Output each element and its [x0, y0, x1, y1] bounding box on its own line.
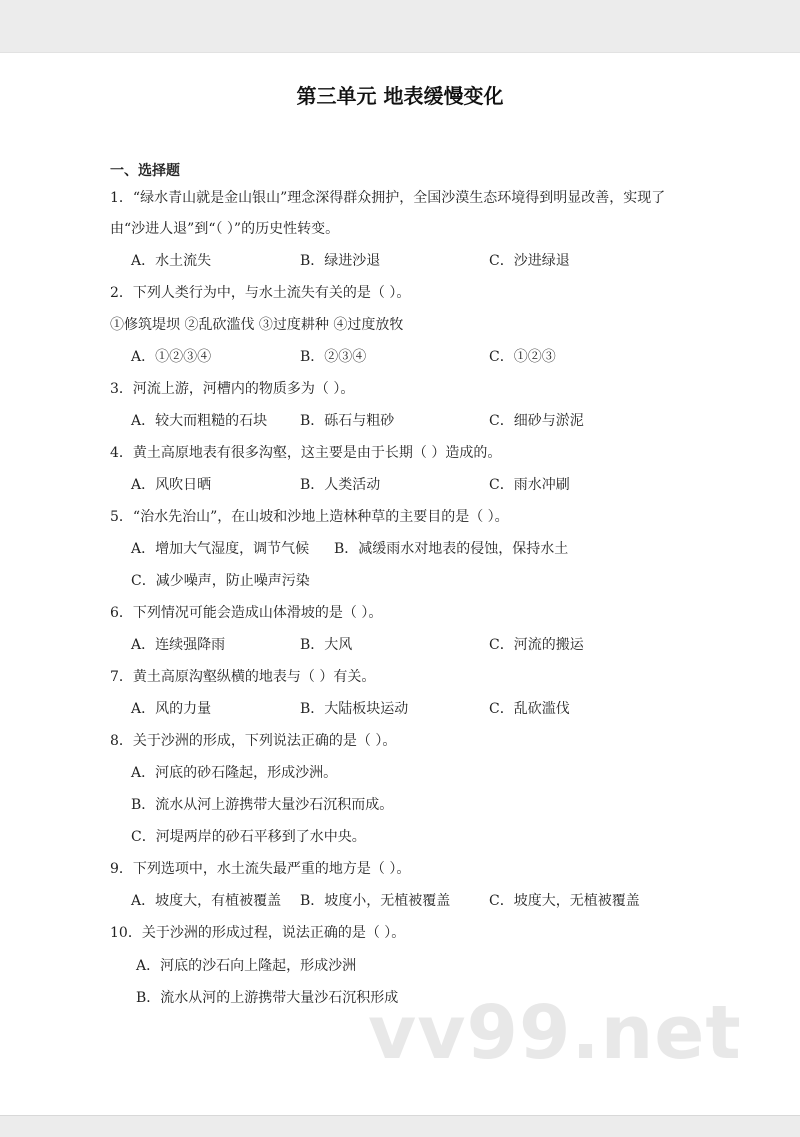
question-6-option-a: A．连续强降雨 [131, 637, 226, 653]
question-4-stem: 4．黄土高原地表有很多沟壑，这主要是由于长期（ ）造成的。 [110, 445, 502, 461]
question-5-option-c: C．减少噪声，防止噪声污染 [131, 573, 310, 589]
question-7-stem: 7．黄土高原沟壑纵横的地表与（ ）有关。 [110, 669, 376, 685]
question-1-stem-line2: 由“沙进人退”到“（ ）”的历史性转变。 [110, 221, 340, 237]
question-1-stem-line1: 1．“绿水青山就是金山银山”理念深得群众拥护，全国沙漠生态环境得到明显改善，实现了 [110, 190, 666, 206]
question-2-option-c: C．①②③ [489, 349, 556, 365]
question-8-stem: 8．关于沙洲的形成，下列说法正确的是（ ）。 [110, 733, 397, 749]
question-3-option-b: B．砾石与粗砂 [300, 413, 395, 429]
question-7-option-a: A．风的力量 [131, 701, 212, 717]
question-2-option-a: A．①②③④ [131, 349, 212, 365]
question-6-stem: 6．下列情况可能会造成山体滑坡的是（ ）。 [110, 605, 383, 621]
question-5-option-b: B．减缓雨水对地表的侵蚀，保持水土 [334, 541, 569, 557]
question-9-option-a: A．坡度大，有植被覆盖 [131, 893, 282, 909]
question-1-option-a: A．水土流失 [131, 253, 212, 269]
document-page [0, 52, 800, 1116]
question-8-option-c: C．河堤两岸的砂石平移到了水中央。 [131, 829, 366, 845]
question-10-option-b: B．流水从河的上游携带大量沙石沉积形成 [136, 990, 399, 1006]
question-2-stem: 2．下列人类行为中，与水土流失有关的是（ ）。 [110, 285, 411, 301]
section-heading: 一、选择题 [110, 163, 180, 179]
question-4-option-b: B．人类活动 [300, 477, 381, 493]
question-6-option-c: C．河流的搬运 [489, 637, 584, 653]
question-7-option-b: B．大陆板块运动 [300, 701, 409, 717]
question-10-stem: 10．关于沙洲的形成过程，说法正确的是（ ）。 [110, 925, 406, 941]
question-3-option-a: A．较大而粗糙的石块 [131, 413, 268, 429]
question-7-option-c: C．乱砍滥伐 [489, 701, 570, 717]
question-8-option-a: A．河底的砂石隆起，形成沙洲。 [131, 765, 338, 781]
question-1-option-c: C．沙进绿退 [489, 253, 570, 269]
question-5-option-a: A．增加大气湿度，调节气候 [131, 541, 310, 557]
question-8-option-b: B．流水从河上游携带大量沙石沉积而成。 [131, 797, 394, 813]
question-3-stem: 3．河流上游，河槽内的物质多为（ ）。 [110, 381, 355, 397]
question-3-option-c: C．细砂与淤泥 [489, 413, 584, 429]
watermark-text: vv99.net [368, 990, 742, 1076]
question-9-stem: 9．下列选项中，水土流失最严重的地方是（ ）。 [110, 861, 411, 877]
question-2-items: ①修筑堤坝 ②乱砍滥伐 ③过度耕种 ④过度放牧 [110, 317, 404, 333]
question-9-option-c: C．坡度大，无植被覆盖 [489, 893, 640, 909]
question-2-option-b: B．②③④ [300, 349, 367, 365]
question-4-option-a: A．风吹日晒 [131, 477, 212, 493]
question-4-option-c: C．雨水冲刷 [489, 477, 570, 493]
page-title: 第三单元 地表缓慢变化 [296, 84, 504, 108]
question-9-option-b: B．坡度小，无植被覆盖 [300, 893, 451, 909]
question-1-option-b: B．绿进沙退 [300, 253, 381, 269]
question-6-option-b: B．大风 [300, 637, 353, 653]
question-5-stem: 5．“治水先治山”，在山坡和沙地上造林种草的主要目的是（ ）。 [110, 509, 509, 525]
question-10-option-a: A．河底的沙石向上隆起，形成沙洲 [136, 958, 357, 974]
